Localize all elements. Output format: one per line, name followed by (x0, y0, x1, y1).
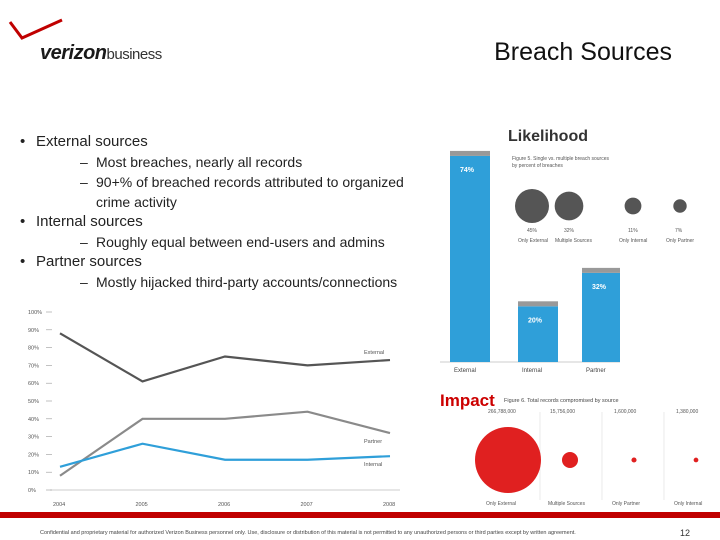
bubble-value-label: 32% (564, 228, 575, 234)
series-label: Internal (364, 462, 383, 469)
x-tick-label: 2006 (218, 502, 231, 508)
y-tick-label: 0% (28, 488, 36, 494)
breach-bubble (515, 189, 549, 223)
y-tick-label: 60% (28, 381, 40, 388)
records-bubble (631, 457, 636, 462)
series-line-internal (60, 444, 390, 467)
bar-value-label: 20% (528, 317, 543, 325)
x-tick-label: 2005 (135, 502, 148, 508)
bubble-value-label: 11% (628, 228, 638, 234)
y-tick-label: 30% (28, 434, 40, 441)
bullet-list (20, 132, 440, 292)
bar-internal (518, 306, 558, 362)
bubble-value-label: 1,380,000 (676, 409, 699, 415)
bubble-value-label: 15,756,000 (550, 409, 576, 415)
bar-category-label: External (454, 368, 477, 374)
logo-suffix: business (106, 46, 162, 63)
bubble-category-label: Only Partner (612, 501, 641, 507)
breach-bubble (673, 199, 686, 212)
breach-bubble (555, 192, 584, 221)
y-tick-label: 40% (28, 416, 40, 423)
y-tick-label: 50% (28, 399, 40, 405)
impact-label: Impact (440, 391, 495, 410)
bubble-chart-records (474, 390, 720, 508)
y-tick-label: 70% (28, 363, 40, 370)
x-tick-label: 2008 (383, 502, 396, 508)
verizon-checkmark-icon (8, 18, 68, 44)
bullet-external: • External sources (20, 132, 440, 152)
y-tick-label: 90% (28, 327, 40, 334)
bubble-category-label: Multiple Sources (555, 238, 592, 244)
bubble-value-label: 266,788,000 (488, 409, 516, 415)
records-bubble (475, 427, 541, 493)
page-number: 12 (679, 528, 690, 538)
bubble-value-label: 45% (527, 228, 538, 234)
company-logo (40, 42, 162, 65)
bubble-category-label: Only Internal (674, 501, 703, 507)
footer-bar (0, 512, 720, 518)
bubble-category-label: Only External (518, 238, 549, 244)
slide-title: Breach Sources (494, 38, 672, 66)
records-bubble (562, 452, 578, 468)
series-label: Partner (364, 439, 383, 446)
y-tick-label: 80% (28, 345, 40, 352)
bar-cap (450, 151, 490, 156)
bar-value-label: 74% (460, 166, 475, 174)
records-bubble (694, 458, 699, 463)
bubble-value-label: 7% (675, 228, 683, 234)
bubble-value-label: 1,600,000 (614, 409, 637, 415)
bubble-chart-breaches (512, 152, 702, 252)
bullet-partner: • Partner sources (20, 252, 440, 272)
y-tick-label: 100% (28, 310, 43, 316)
bubble-category-label: Multiple Sources (548, 501, 585, 507)
breach-bubble (625, 198, 642, 215)
series-label: External (364, 350, 385, 357)
y-tick-label: 20% (28, 452, 40, 459)
y-tick-label: 10% (28, 470, 40, 477)
sub-bullet: – Most breaches, nearly all records (80, 154, 303, 170)
sub-bullet: – Roughly equal between end-users and admins (80, 234, 385, 250)
x-tick-label: 2004 (53, 502, 66, 508)
bar-category-label: Partner (586, 368, 606, 374)
figure-title: Figure 6. Total records compromised by source (504, 398, 619, 404)
likelihood-label: Likelihood (508, 128, 588, 145)
bar-cap (582, 268, 620, 273)
bar-external (450, 156, 490, 362)
sub-bullet: – Mostly hijacked third-party accounts/connections (80, 274, 398, 290)
bullet-internal: • Internal sources (20, 212, 440, 232)
line-chart (20, 300, 420, 515)
series-line-external (60, 333, 390, 381)
figure-title-line: Figure 5. Single vs. multiple breach sources (512, 156, 609, 162)
bar-category-label: Internal (522, 368, 543, 374)
confidentiality-notice: Confidential and proprietary material for authorized Verizon Business personnel only. Use, disclosure or distribution of this material is not permitted to any unauthorized persons or third parties except by written agreement. (40, 530, 576, 536)
bar-cap (518, 301, 558, 306)
bar-value-label: 32% (592, 283, 607, 291)
bubble-category-label: Only External (486, 501, 517, 507)
series-line-partner (60, 412, 390, 476)
bubble-category-label: Only Partner (666, 238, 695, 244)
sub-bullet: – 90+% of breached records attributed to organized crime activity (80, 174, 404, 210)
logo-brand: verizon (40, 42, 107, 64)
bubble-category-label: Only Internal (619, 238, 648, 244)
figure-title (512, 156, 609, 169)
figure-title-line: by percent of breaches (512, 163, 563, 169)
x-tick-label: 2007 (300, 502, 313, 508)
